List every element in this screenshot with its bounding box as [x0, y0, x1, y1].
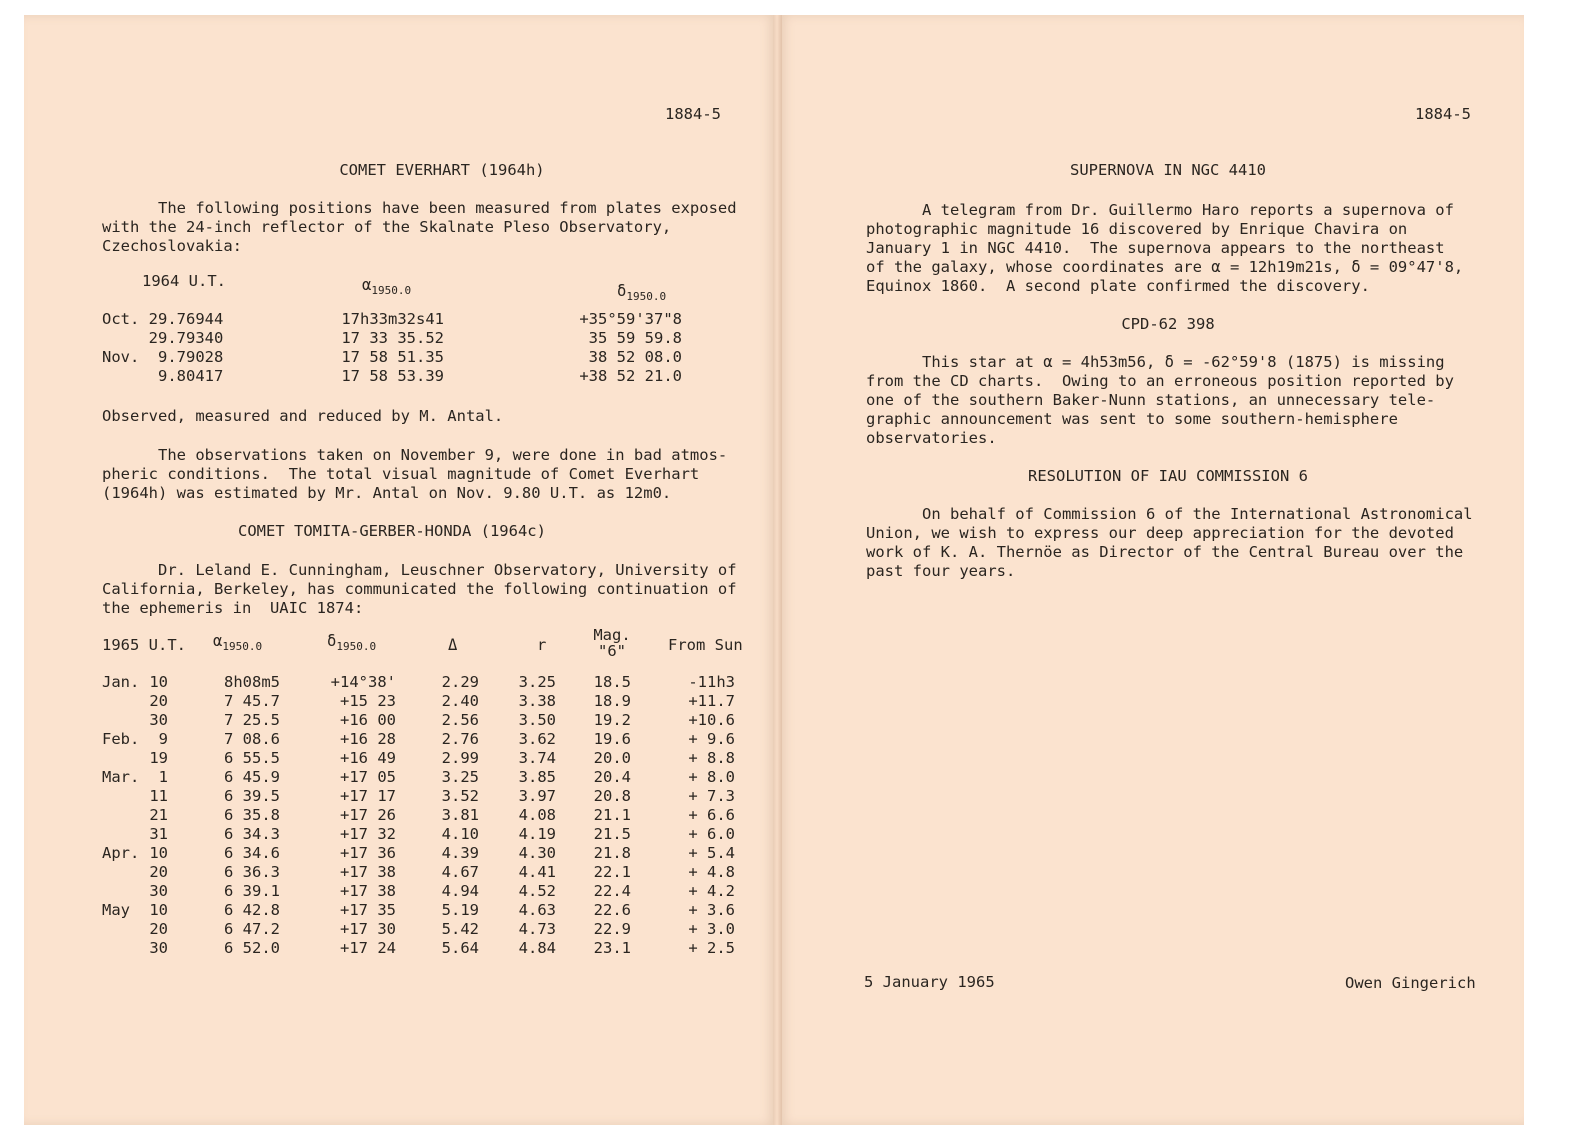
tomita-cell-dec: +17 38 [340, 882, 396, 900]
tomita-cell-mag: 20.0 [593, 749, 631, 767]
tomita-cell-r: 3.74 [518, 749, 556, 767]
tomita-cell-dec: +14°38' [330, 673, 396, 691]
tomita-cell-dec: +17 30 [340, 920, 396, 938]
tomita-cell-r: 3.25 [518, 673, 556, 691]
everhart-cell-date: 9.80417 [102, 367, 224, 385]
page-fold [773, 15, 782, 1125]
tomita-cell-mag: 21.1 [593, 806, 631, 824]
tomita-cell-delta: 4.39 [441, 844, 479, 862]
tomita-cell-mag: 22.9 [593, 920, 631, 938]
everhart-cell-dec: +38 52 21.0 [579, 367, 682, 385]
everhart-col-time: 1964 U.T. [142, 272, 226, 290]
tomita-cell-from-sun: +11.7 [688, 692, 735, 710]
tomita-col-alpha: $\alpha_{1950.0}$ [213, 632, 263, 653]
supernova-body: A telegram from Dr. Guillermo Haro reports a supernova of photographic magnitude 16 discovered by Enrique Chavira on January 1 in NGC 4410. The supernova appears to the northeast of the galaxy, whose coordinates are α = 12h19m21s, δ = 09°47'8, Equinox 1860. A second plate confirmed the discovery. [866, 201, 1464, 295]
tomita-cell-month: Apr. [102, 844, 140, 862]
tomita-cell-month: Jan. [102, 673, 140, 691]
tomita-cell-day: 30 [149, 711, 168, 729]
tomita-cell-day: 19 [149, 749, 168, 767]
tomita-cell-day: 10 [149, 901, 168, 919]
tomita-cell-month: May [102, 901, 130, 919]
tomita-cell-day: 31 [149, 825, 168, 843]
tomita-cell-day: 10 [149, 844, 168, 862]
tomita-cell-ra: 6 47.2 [224, 920, 280, 938]
tomita-cell-ra: 6 42.8 [224, 901, 280, 919]
everhart-cell-dec: +35°59'37"8 [579, 310, 682, 328]
tomita-cell-ra: 6 34.6 [224, 844, 280, 862]
tomita-cell-mag: 20.4 [593, 768, 631, 786]
everhart-cell-ra: 17 33 35.52 [341, 329, 444, 347]
tomita-cell-ra: 7 45.7 [224, 692, 280, 710]
tomita-cell-ra: 6 39.1 [224, 882, 280, 900]
tomita-cell-r: 3.38 [518, 692, 556, 710]
tomita-cell-r: 4.84 [518, 939, 556, 957]
tomita-cell-dec: +17 05 [340, 768, 396, 786]
tomita-cell-dec: +16 28 [340, 730, 396, 748]
tomita-cell-ra: 6 55.5 [224, 749, 280, 767]
tomita-cell-mag: 20.8 [593, 787, 631, 805]
tomita-cell-from-sun: + 4.2 [688, 882, 735, 900]
everhart-col-alpha: $\alpha_{1950.0}$ [362, 276, 412, 297]
tomita-cell-delta: 5.64 [441, 939, 479, 957]
tomita-cell-mag: 22.4 [593, 882, 631, 900]
cpd-heading: CPD-62 398 [1121, 315, 1215, 333]
tomita-cell-mag: 22.1 [593, 863, 631, 881]
tomita-cell-from-sun: + 8.0 [688, 768, 735, 786]
tomita-cell-from-sun: + 3.6 [688, 901, 735, 919]
tomita-cell-r: 4.52 [518, 882, 556, 900]
everhart-cell-dec: 35 59 59.8 [588, 329, 682, 347]
tomita-cell-mag: 22.6 [593, 901, 631, 919]
tomita-cell-mag: 21.5 [593, 825, 631, 843]
tomita-cell-r: 4.73 [518, 920, 556, 938]
tomita-cell-month: Mar. [102, 768, 140, 786]
tomita-cell-from-sun: + 6.0 [688, 825, 735, 843]
everhart-cell-ra: 17h33m32s41 [341, 310, 444, 328]
tomita-cell-dec: +17 38 [340, 863, 396, 881]
tomita-cell-r: 4.41 [518, 863, 556, 881]
tomita-col-r: r [537, 636, 547, 654]
tomita-cell-from-sun: + 6.6 [688, 806, 735, 824]
tomita-cell-dec: +17 32 [340, 825, 396, 843]
tomita-cell-mag: 18.9 [593, 692, 631, 710]
tomita-cell-month: Feb. [102, 730, 140, 748]
tomita-cell-r: 3.85 [518, 768, 556, 786]
everhart-cell-date: Nov. 9.79028 [102, 348, 224, 366]
tomita-cell-dec: +15 23 [340, 692, 396, 710]
tomita-cell-day: 21 [149, 806, 168, 824]
tomita-cell-dec: +16 00 [340, 711, 396, 729]
tomita-cell-r: 3.62 [518, 730, 556, 748]
tomita-cell-from-sun: + 9.6 [688, 730, 735, 748]
tomita-col-mag: Mag. "6" [593, 626, 631, 660]
tomita-cell-day: 1 [158, 768, 168, 786]
left-page-number: 1884-5 [665, 105, 721, 123]
supernova-heading: SUPERNOVA IN NGC 4410 [1070, 161, 1266, 179]
tomita-cell-delta: 2.76 [441, 730, 479, 748]
tomita-cell-mag: 23.1 [593, 939, 631, 957]
tomita-heading: COMET TOMITA-GERBER-HONDA (1964c) [238, 522, 546, 540]
tomita-intro: Dr. Leland E. Cunningham, Leuschner Observatory, University of California, Berkeley, has communicated the following continuation of the ephemeris in UAIC 1874: [102, 561, 737, 617]
tomita-cell-dec: +17 35 [340, 901, 396, 919]
tomita-cell-mag: 21.8 [593, 844, 631, 862]
tomita-cell-ra: 8h08m5 [224, 673, 280, 691]
tomita-cell-delta: 3.25 [441, 768, 479, 786]
tomita-cell-delta: 4.67 [441, 863, 479, 881]
everhart-cell-dec: 38 52 08.0 [588, 348, 682, 366]
right-page-number: 1884-5 [1415, 105, 1471, 123]
tomita-cell-from-sun: + 5.4 [688, 844, 735, 862]
tomita-cell-mag: 19.2 [593, 711, 631, 729]
tomita-col-sun: From Sun [668, 636, 743, 654]
letter-date: 5 January 1965 [864, 973, 995, 991]
tomita-cell-from-sun: + 3.0 [688, 920, 735, 938]
tomita-cell-day: 11 [149, 787, 168, 805]
tomita-cell-day: 30 [149, 939, 168, 957]
everhart-cell-date: Oct. 29.76944 [102, 310, 224, 328]
tomita-cell-ra: 6 45.9 [224, 768, 280, 786]
tomita-cell-from-sun: + 4.8 [688, 863, 735, 881]
tomita-col-Delta: Δ [448, 636, 458, 654]
everhart-heading: COMET EVERHART (1964h) [339, 161, 545, 179]
tomita-cell-mag: 18.5 [593, 673, 631, 691]
tomita-cell-dec: +17 26 [340, 806, 396, 824]
tomita-cell-from-sun: + 2.5 [688, 939, 735, 957]
everhart-cell-ra: 17 58 53.39 [341, 367, 444, 385]
tomita-cell-day: 20 [149, 863, 168, 881]
tomita-cell-delta: 5.19 [441, 901, 479, 919]
tomita-cell-r: 4.30 [518, 844, 556, 862]
resolution-heading: RESOLUTION OF IAU COMMISSION 6 [1028, 467, 1308, 485]
tomita-cell-ra: 6 36.3 [224, 863, 280, 881]
tomita-cell-delta: 2.99 [441, 749, 479, 767]
tomita-cell-from-sun: -11h3 [688, 673, 735, 691]
tomita-cell-from-sun: + 8.8 [688, 749, 735, 767]
tomita-cell-r: 3.50 [518, 711, 556, 729]
tomita-cell-delta: 4.10 [441, 825, 479, 843]
tomita-cell-r: 4.63 [518, 901, 556, 919]
tomita-cell-delta: 4.94 [441, 882, 479, 900]
tomita-cell-delta: 3.52 [441, 787, 479, 805]
tomita-cell-delta: 3.81 [441, 806, 479, 824]
tomita-col-delta: $\delta_{1950.0}$ [327, 632, 377, 653]
tomita-cell-r: 4.08 [518, 806, 556, 824]
everhart-col-delta: $\delta_{1950.0}$ [617, 282, 667, 303]
signature: Owen Gingerich [1345, 974, 1476, 992]
everhart-observed: Observed, measured and reduced by M. Antal. [102, 407, 504, 425]
tomita-cell-day: 20 [149, 920, 168, 938]
everhart-intro: The following positions have been measured from plates exposed with the 24-inch reflector of the Skalnate Pleso Observatory, Czechoslovakia: [102, 199, 737, 255]
tomita-cell-ra: 6 34.3 [224, 825, 280, 843]
tomita-cell-r: 4.19 [518, 825, 556, 843]
tomita-cell-ra: 7 08.6 [224, 730, 280, 748]
tomita-cell-delta: 2.29 [441, 673, 479, 691]
tomita-cell-day: 10 [149, 673, 168, 691]
tomita-col-date: 1965 U.T. [102, 636, 186, 654]
tomita-cell-ra: 7 25.5 [224, 711, 280, 729]
cpd-body: This star at α = 4h53m56, δ = -62°59'8 (1875) is missing from the CD charts. Owing to an erroneous position reported by one of the southern Baker-Nunn stations, an unnecessary tele- graphic announcement was sent to some southern-hemisphere observatories. [866, 353, 1454, 447]
tomita-cell-ra: 6 35.8 [224, 806, 280, 824]
resolution-body: On behalf of Commission 6 of the International Astronomical Union, we wish to express our deep appreciation for the devoted work of K. A. Thernöe as Director of the Central Bureau over the past four years. [866, 505, 1473, 580]
tomita-cell-delta: 2.40 [441, 692, 479, 710]
everhart-cell-date: 29.79340 [102, 329, 224, 347]
everhart-note: The observations taken on November 9, were done in bad atmos- pheric conditions. The total visual magnitude of Comet Everhart (1964h) was estimated by Mr. Antal on Nov. 9.80 U.T. as 12m0. [102, 446, 728, 502]
tomita-cell-dec: +17 24 [340, 939, 396, 957]
tomita-cell-dec: +16 49 [340, 749, 396, 767]
tomita-cell-from-sun: +10.6 [688, 711, 735, 729]
tomita-cell-mag: 19.6 [593, 730, 631, 748]
tomita-cell-from-sun: + 7.3 [688, 787, 735, 805]
everhart-cell-ra: 17 58 51.35 [341, 348, 444, 366]
tomita-cell-dec: +17 36 [340, 844, 396, 862]
tomita-cell-r: 3.97 [518, 787, 556, 805]
tomita-cell-day: 30 [149, 882, 168, 900]
tomita-cell-dec: +17 17 [340, 787, 396, 805]
tomita-cell-day: 9 [158, 730, 168, 748]
tomita-cell-delta: 5.42 [441, 920, 479, 938]
tomita-cell-ra: 6 39.5 [224, 787, 280, 805]
tomita-cell-day: 20 [149, 692, 168, 710]
tomita-cell-delta: 2.56 [441, 711, 479, 729]
tomita-cell-ra: 6 52.0 [224, 939, 280, 957]
